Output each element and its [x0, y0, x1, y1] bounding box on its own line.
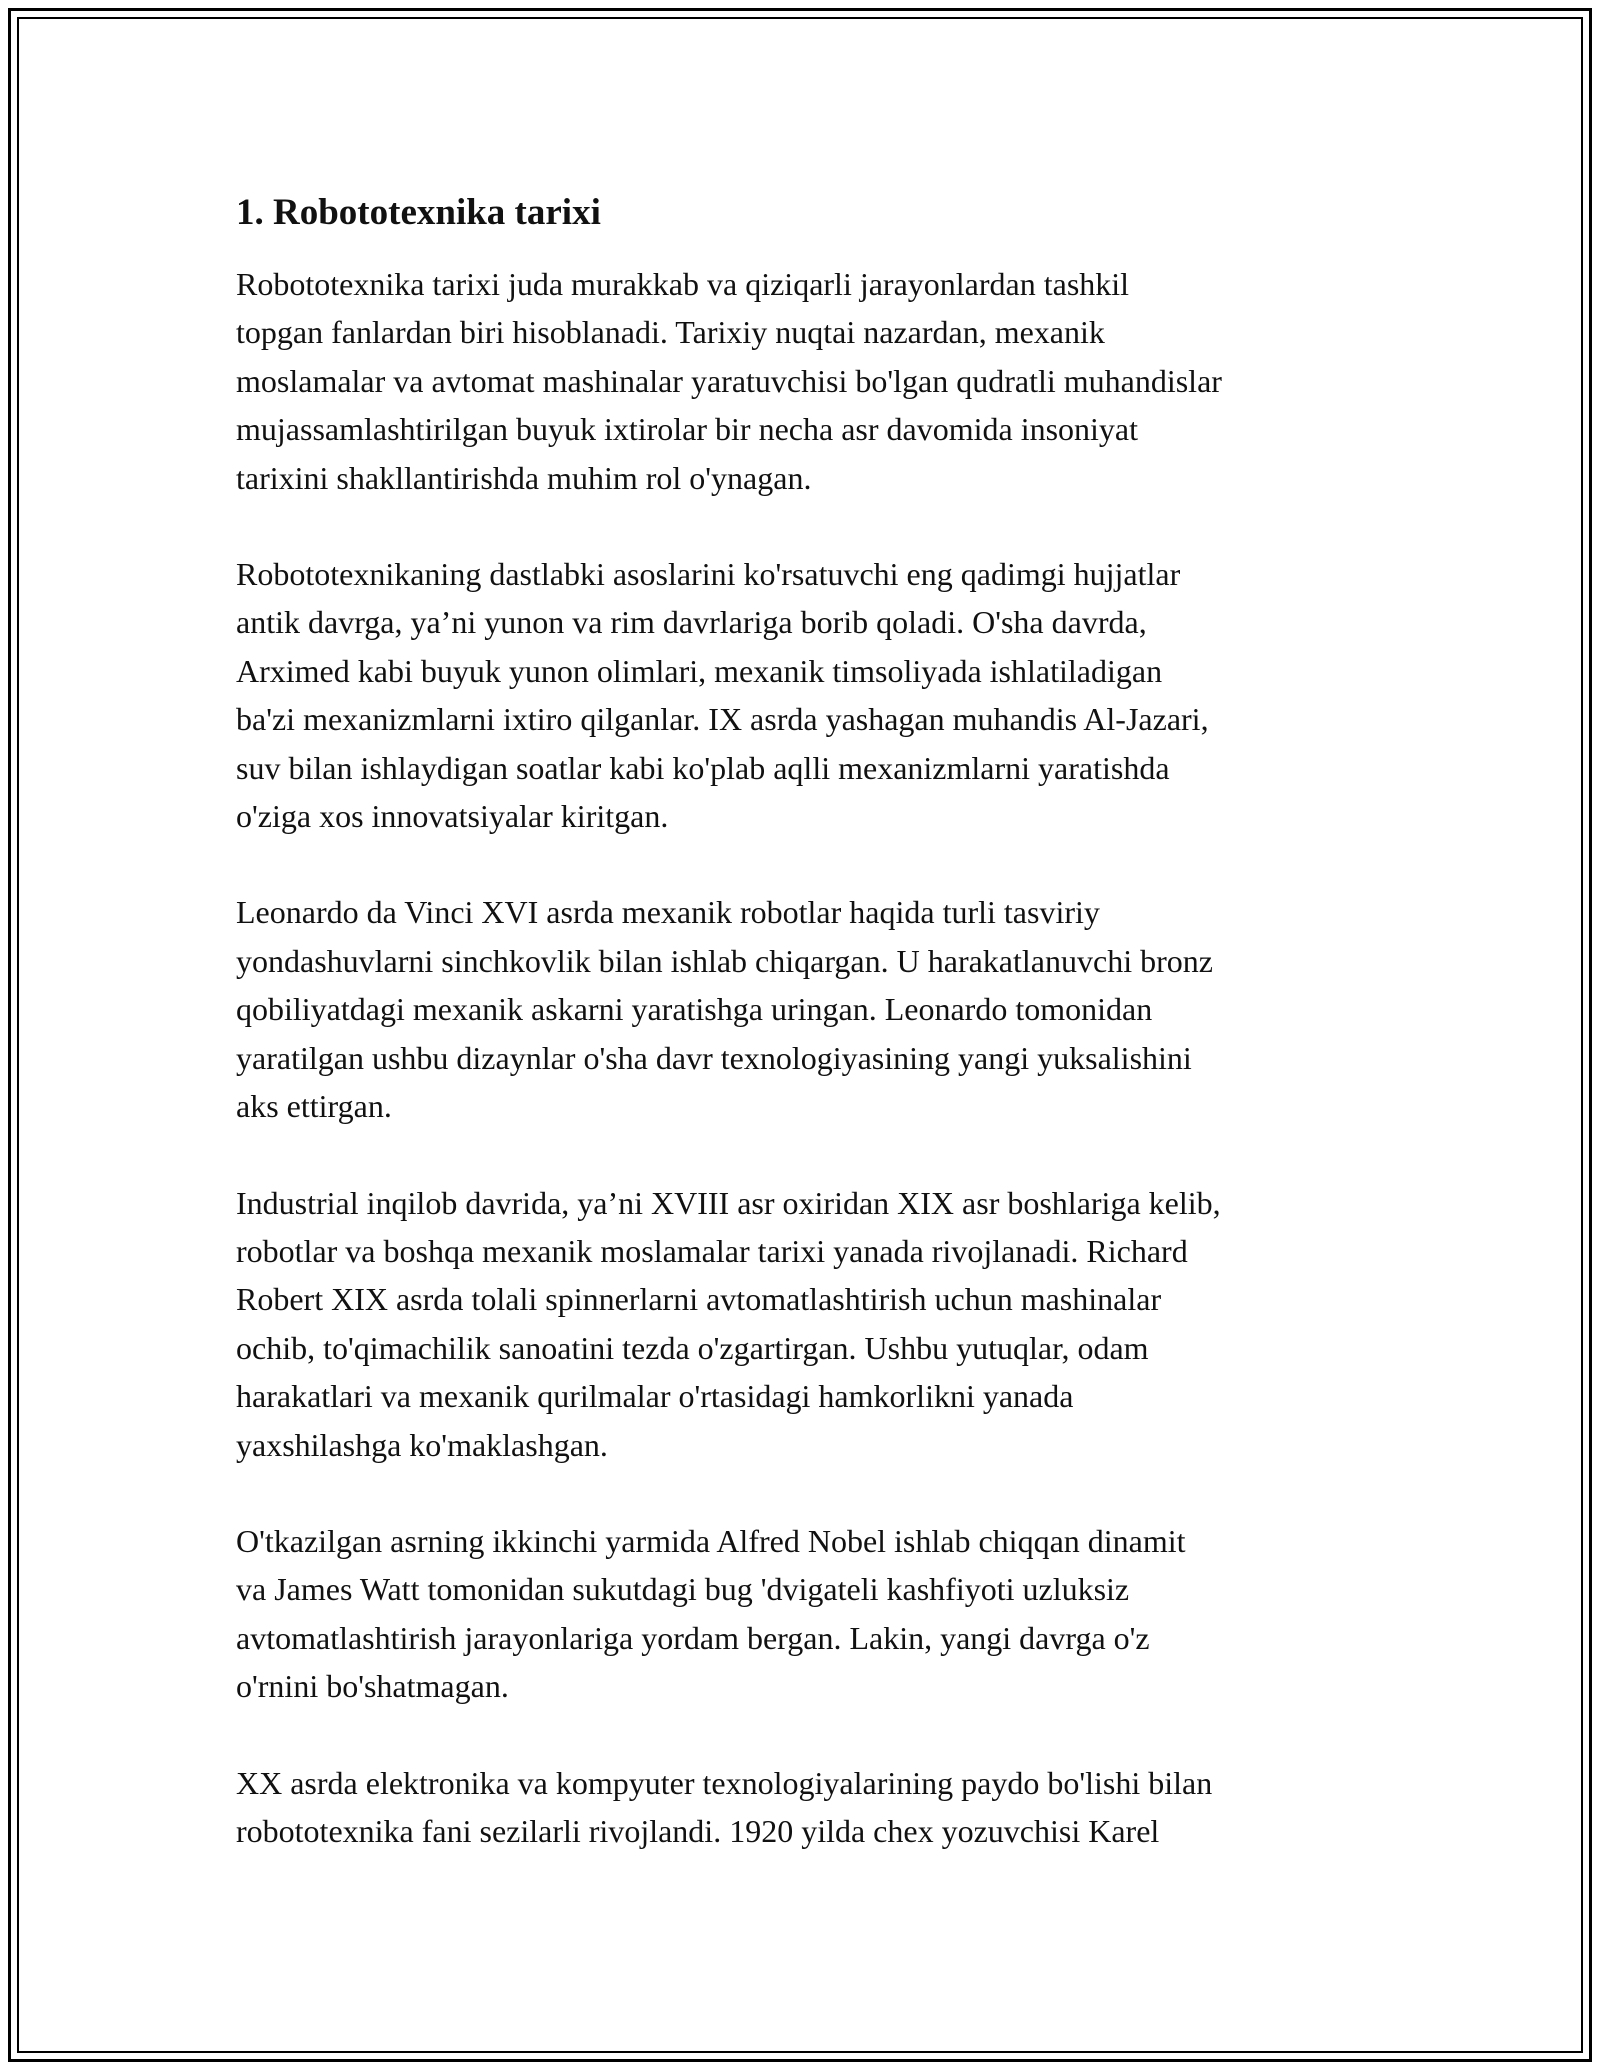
text-line: aks ettirgan.: [236, 1088, 392, 1125]
text-line: yaratilgan ushbu dizaynlar o'sha davr texnologiyasining yangi yuksalishini: [236, 1039, 1192, 1076]
text-line: suv bilan ishlaydigan soatlar kabi ko'plab aqlli mexanizmlarni yaratishda: [236, 749, 1170, 786]
text-line: yaxshilashga ko'maklashgan.: [236, 1426, 608, 1463]
text-line: ba'zi mexanizmlarni ixtiro qilganlar. IX asrda yashagan muhandis Al-Jazari,: [236, 701, 1209, 738]
text-line: va James Watt tomonidan sukutdagi bug 'dvigateli kashfiyoti uzluksiz: [236, 1571, 1130, 1608]
text-line: Robototexnikaning dastlabki asoslarini ko'rsatuvchi eng qadimgi hujjatlar: [236, 556, 1181, 593]
text-line: ochib, to'qimachilik sanoatini tezda o'zgartirgan. Ushbu yutuqlar, odam: [236, 1329, 1149, 1366]
text-line: Robert XIX asrda tolali spinnerlarni avtomatlashtirish uchun mashinalar: [236, 1281, 1162, 1318]
paragraph-3: [236, 888, 1376, 1130]
paragraph-1: [236, 260, 1376, 502]
text-line: Arximed kabi buyuk yunon olimlari, mexanik timsoliyada ishlatiladigan: [236, 652, 1163, 689]
text-line: yondashuvlarni sinchkovlik bilan ishlab chiqargan. U harakatlanuvchi bronz: [236, 942, 1213, 979]
text-line: mujassamlashtirilgan buyuk ixtirolar bir necha asr davomida insoniyat: [236, 411, 1139, 448]
text-line: Robototexnika tarixi juda murakkab va qiziqarli jarayonlardan tashkil: [236, 266, 1130, 302]
document-body: [236, 186, 1376, 1903]
text-line: topgan fanlardan biri hisoblanadi. Tarixiy nuqtai nazardan, mexanik: [236, 314, 1105, 351]
text-line: avtomatlashtirish jarayonlariga yordam bergan. Lakin, yangi davrga o'z: [236, 1619, 1150, 1656]
text-line: qobiliyatdagi mexanik askarni yaratishga uringan. Leonardo tomonidan: [236, 991, 1153, 1028]
text-line: O'tkazilgan asrning ikkinchi yarmida Alfred Nobel ishlab chiqqan dinamit: [236, 1522, 1186, 1559]
text-line: antik davrga, ya’ni yunon va rim davrlariga borib qoladi. O'sha davrda,: [236, 604, 1147, 641]
section-heading: 1. Robototexnika tarixi: [236, 192, 601, 233]
text-line: robototexnika fani sezilarli rivojlandi. 1920 yilda chex yozuvchisi Karel: [236, 1812, 1160, 1849]
text-line: robotlar va boshqa mexanik moslamalar tarixi yanada rivojlanadi. Richard: [236, 1232, 1188, 1269]
text-line: moslamalar va avtomat mashinalar yaratuvchisi bo'lgan qudratli muhandislar: [236, 362, 1222, 399]
paragraph-4: [236, 1179, 1376, 1469]
paragraph-2: [236, 550, 1376, 840]
paragraph-5: [236, 1517, 1376, 1711]
text-line: Industrial inqilob davrida, ya’ni XVIII asr oxiridan XIX asr boshlariga kelib,: [236, 1184, 1221, 1221]
text-line: o'rnini bo'shatmagan.: [236, 1668, 509, 1705]
paragraph-6: [236, 1759, 1376, 1856]
text-line: harakatlari va mexanik qurilmalar o'rtasidagi hamkorlikni yanada: [236, 1378, 1074, 1415]
text-line: tarixini shakllantirishda muhim rol o'ynagan.: [236, 459, 812, 496]
text-line: o'ziga xos innovatsiyalar kiritgan.: [236, 798, 669, 835]
text-line: XX asrda elektronika va kompyuter texnologiyalarining paydo bo'lishi bilan: [236, 1764, 1213, 1801]
text-line: Leonardo da Vinci XVI asrda mexanik robotlar haqida turli tasviriy: [236, 894, 1100, 931]
